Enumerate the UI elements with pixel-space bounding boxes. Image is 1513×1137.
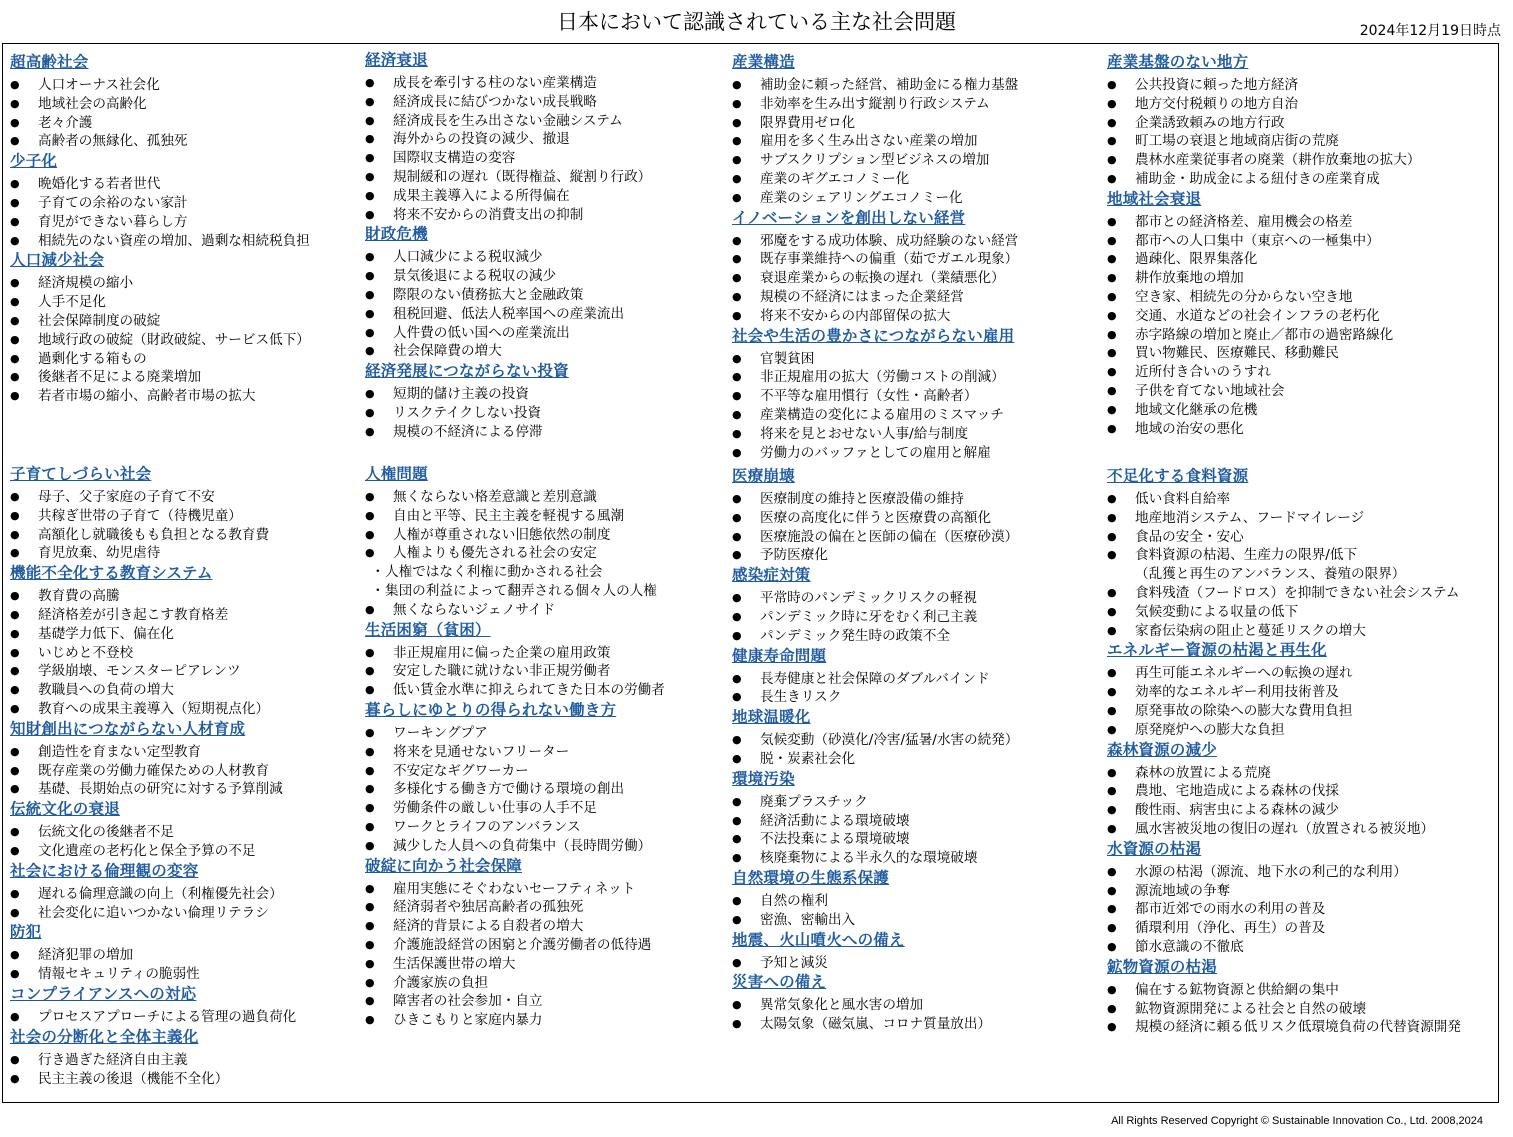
section-heading: 社会や生活の豊かさにつながらない雇用 (732, 326, 1015, 345)
list-item: ● 長生きリスク (732, 688, 1102, 707)
section-heading: 自然環境の生態系保護 (732, 868, 890, 887)
list-item: ● 農地、宅地造成による森林の伐採 (1107, 782, 1477, 801)
issue-block (1107, 466, 1477, 1037)
list-item: ● 労働力のバッファとしての雇用と解雇 (732, 444, 1102, 463)
list-item: ● 食品の安全・安心 (1107, 528, 1477, 547)
list-item: ● 民主主義の後退（機能不全化） (10, 1070, 380, 1089)
as-of-date: 2024年12月19日時点 (1359, 23, 1501, 39)
list-item: ● 基礎学力低下、偏在化 (10, 625, 380, 644)
issue-section (1107, 640, 1477, 739)
list-item: ● 医療施設の偏在と医師の偏在（医療砂漠） (732, 528, 1102, 547)
issue-list (365, 880, 735, 1030)
list-item: ● 原発事故の除染への膨大な費用負担 (1107, 702, 1477, 721)
list-item: ● 企業誘致頼みの地方行政 (1107, 114, 1477, 133)
list-item: ● パンデミック発生時の政策不全 (732, 627, 1102, 646)
section-heading: 少子化 (10, 152, 58, 171)
list-item: ● 酸性雨、病害虫による森林の減少 (1107, 801, 1477, 820)
list-item: ● 育児ができない暮らし方 (10, 213, 380, 232)
list-item: ● 人口減少による税収減少 (365, 248, 735, 267)
list-item: ● 規模の不経済にはまった企業経営 (732, 288, 1102, 307)
list-item: ● 規制緩和の遅れ（既得権益、縦割り行政） (365, 168, 735, 187)
list-item: ● 平常時のパンデミックリスクの軽視 (732, 589, 1102, 608)
section-heading: 子育てしづらい社会 (10, 465, 152, 483)
list-item: ● 無くならない格差意識と差別意識 (365, 488, 735, 507)
issue-list (732, 731, 1102, 769)
list-item: ● 情報セキュリティの脆弱性 (10, 965, 380, 984)
list-item: ● 都市との経済格差、雇用機会の格差 (1107, 213, 1477, 232)
issue-section (732, 868, 1102, 930)
list-item: ● 予知と減災 (732, 954, 1102, 973)
issue-section (732, 565, 1102, 645)
issue-section (365, 361, 735, 441)
issue-list (1107, 981, 1477, 1037)
list-item: ● 太陽気象（磁気嵐、コロナ質量放出） (732, 1015, 1102, 1034)
issue-list (10, 946, 380, 984)
list-item: ● 密漁、密輸出入 (732, 911, 1102, 930)
list-item: ● 既存産業の労働力確保ための人材教育 (10, 762, 380, 781)
list-item: ● 無くならないジェノサイド (365, 601, 735, 620)
issue-block (1107, 52, 1477, 438)
list-item: ● 過疎化、限界集落化 (1107, 250, 1477, 269)
issue-list (10, 823, 380, 861)
issue-section (10, 563, 380, 719)
list-item: ● 都市近郊での雨水の利用の普及 (1107, 900, 1477, 919)
list-item: ● 創造性を育まない定型教育 (10, 743, 380, 762)
issue-block (10, 464, 380, 1088)
issue-section (10, 719, 380, 799)
list-item: ● 教育費の高騰 (10, 587, 380, 606)
issue-section (10, 151, 380, 250)
issue-list (365, 74, 735, 224)
list-item: ● 際限のない債務拡大と金融政策 (365, 286, 735, 305)
list-item: ● 生活保護世帯の増大 (365, 955, 735, 974)
list-item: ● 地域の治安の悪化 (1107, 420, 1477, 439)
list-item: ● 労働条件の厳しい仕事の人手不足 (365, 799, 735, 818)
list-item: ● 低い賃金水準に抑えられてきた日本の労働者 (365, 681, 735, 700)
list-item: ● 障害者の社会参加・自立 (365, 992, 735, 1011)
issue-list (1107, 76, 1477, 189)
issue-list (10, 885, 380, 923)
issue-section (365, 700, 735, 856)
list-item: ● 気候変動による収量の低下 (1107, 603, 1477, 622)
list-item: ● 核廃棄物による半永久的な環境破壊 (732, 849, 1102, 868)
list-item: ● 人口オーナス社会化 (10, 76, 380, 95)
list-item: ● 減少した人員への負荷集中（長時間労働） (365, 837, 735, 856)
section-heading: 災害への備え (732, 973, 827, 992)
issue-list (732, 954, 1102, 973)
list-item: ● 将来を見とおせない人事/給与制度 (732, 425, 1102, 444)
section-heading: 不足化する食料資源 (1107, 467, 1249, 485)
issue-section (732, 466, 1102, 565)
issue-section (10, 861, 380, 923)
list-item: ● 社会保障費の増大 (365, 342, 735, 361)
list-item: ● 介護施設経営の困窮と介護労働者の低待遇 (365, 936, 735, 955)
section-heading: 感染症対策 (732, 566, 811, 585)
issue-section (1107, 957, 1477, 1037)
section-heading: 森林資源の減少 (1107, 740, 1217, 759)
issue-list (10, 488, 380, 563)
issue-list (365, 248, 735, 361)
list-item: ● 食料資源の枯渇、生産力の限界/低下 (1107, 546, 1477, 565)
list-item: ● 行き過ぎた経済自由主義 (10, 1051, 380, 1070)
issue-block (365, 464, 735, 1030)
list-item: ● 家畜伝染病の阻止と蔓延リスクの増大 (1107, 622, 1477, 641)
list-item: ● 子供を育てない地域社会 (1107, 382, 1477, 401)
list-item: ● 成果主義導入による所得偏在 (365, 187, 735, 206)
issue-list (365, 488, 735, 620)
list-item: ● 非効率を生み出す縦割り行政システム (732, 95, 1102, 114)
list-item: ● 循環利用（浄化、再生）の普及 (1107, 919, 1477, 938)
section-heading: 医療崩壊 (732, 467, 795, 485)
list-item: ● サブスクリプション型ビジネスの増加 (732, 151, 1102, 170)
list-item: ● ワーキングプア (365, 724, 735, 743)
section-heading: 産業構造 (732, 53, 795, 71)
issue-list (365, 644, 735, 700)
list-item: ● 産業のシェアリングエコノミー化 (732, 189, 1102, 208)
issue-list (365, 385, 735, 441)
section-heading: 鉱物資源の枯渇 (1107, 957, 1217, 976)
section-heading: 暮らしにゆとりの得られない働き方 (365, 700, 617, 719)
issue-list (732, 793, 1102, 868)
list-item: ● 高額化し就職後もも負担となる教育費 (10, 526, 380, 545)
list-item: ● リスクテイクしない投資 (365, 404, 735, 423)
list-item: ● 若者市場の縮小、高齢者市場の拡大 (10, 387, 380, 406)
list-item: ● 都市への人口集中（東京への一極集中） (1107, 232, 1477, 251)
list-item: ● 規模の経済に頼る低リスク低環境負荷の代替資源開発 (1107, 1018, 1477, 1037)
section-heading: 環境汚染 (732, 769, 795, 788)
list-item: ● 再生可能エネルギーへの転換の遅れ (1107, 664, 1477, 683)
issue-list (732, 76, 1102, 208)
list-item: ● 人件費の低い国への産業流出 (365, 324, 735, 343)
issue-block (732, 52, 1102, 462)
issue-section (732, 707, 1102, 769)
section-heading: 地域社会衰退 (1107, 189, 1202, 208)
issue-section (10, 922, 380, 984)
list-item: ● 成長を牽引する柱のない産業構造 (365, 74, 735, 93)
list-item: ● 将来不安からの消費支出の抑制 (365, 206, 735, 225)
list-item: ● 安定した職に就けない非正規労働者 (365, 662, 735, 681)
list-item: ● 水源の枯渇（源流、地下水の利己的な利用） (1107, 863, 1477, 882)
issue-list (732, 232, 1102, 326)
section-heading: 健康寿命問題 (732, 646, 827, 665)
list-item: ● 介護家族の負担 (365, 974, 735, 993)
issue-list (732, 892, 1102, 930)
list-item: ● 高齢者の無縁化、孤独死 (10, 132, 380, 151)
issue-list (732, 670, 1102, 708)
list-item: ● 共稼ぎ世帯の子育て（待機児童） (10, 507, 380, 526)
issue-section (1107, 740, 1477, 839)
list-item: ● 地方交付税頼りの地方自治 (1107, 95, 1477, 114)
issue-section (1107, 189, 1477, 439)
section-heading: 超高齢社会 (10, 53, 89, 71)
list-item: ● 教職員への負荷の増大 (10, 681, 380, 700)
list-item: ● 晩婚化する若者世代 (10, 175, 380, 194)
issue-section (732, 930, 1102, 973)
issue-list (10, 587, 380, 719)
list-item: ● 原発廃炉への膨大な負担 (1107, 721, 1477, 740)
list-item: ● 多様化する働き方で働ける環境の創出 (365, 780, 735, 799)
issue-section (732, 208, 1102, 326)
list-item: ● 効率的なエネルギー利用技術普及 (1107, 683, 1477, 702)
list-item: ● 過剰化する箱もの (10, 350, 380, 369)
section-heading: 人権問題 (365, 465, 428, 483)
list-item: ● 国際収支構造の変容 (365, 149, 735, 168)
list-item: ● 雇用を多く生み出さない産業の増加 (732, 132, 1102, 151)
list-item: ● 遅れる倫理意識の向上（利権優先社会） (10, 885, 380, 904)
list-item: ● 伝統文化の後継者不足 (10, 823, 380, 842)
issue-block (732, 466, 1102, 1034)
list-item: ● 子育ての余裕のない家計 (10, 194, 380, 213)
list-item: ● 経済規模の縮小 (10, 274, 380, 293)
issue-list (732, 350, 1102, 463)
issue-section (365, 50, 735, 224)
list-item: ● 経済的背景による自殺者の増大 (365, 917, 735, 936)
section-heading: 人口減少社会 (10, 251, 105, 270)
issue-section (365, 464, 735, 620)
list-item: ● 公共投資に頼った地方経済 (1107, 76, 1477, 95)
issue-section (10, 799, 380, 861)
section-heading: 社会における倫理観の変容 (10, 861, 199, 880)
list-item: ● 地域文化継承の危機 (1107, 401, 1477, 420)
issue-section (365, 620, 735, 700)
issue-block (365, 50, 735, 442)
list-item: ● 風水害被災地の復旧の遅れ（放置される被災地） (1107, 820, 1477, 839)
list-item: ● 経済格差が引き起こす教育格差 (10, 606, 380, 625)
list-item: ● 農林水産業従事者の廃業（耕作放棄地の拡大） (1107, 151, 1477, 170)
issue-list (732, 996, 1102, 1034)
section-heading: 生活困窮（貧困） (365, 620, 491, 639)
list-item: ● 老々介護 (10, 114, 380, 133)
list-item: ● 赤字路線の増加と廃止／都市の過密路線化 (1107, 326, 1477, 345)
list-item: ● ひきこもりと家庭内暴力 (365, 1011, 735, 1030)
list-item: ● 官製貧困 (732, 350, 1102, 369)
list-item: ● 基礎、長期始点の研究に対する予算削減 (10, 780, 380, 799)
issue-list (732, 589, 1102, 645)
section-heading: 社会の分断化と全体主義化 (10, 1027, 199, 1046)
list-item: ● 予防医療化 (732, 546, 1102, 565)
issue-list (10, 76, 380, 151)
list-item: ● 経済活動による環境破壊 (732, 812, 1102, 831)
issue-section (732, 972, 1102, 1034)
list-item: ● 将来を見通せないフリーター (365, 743, 735, 762)
section-heading: 経済衰退 (365, 51, 428, 69)
list-item: ● 節水意識の不徹底 (1107, 938, 1477, 957)
section-heading: 地球温暖化 (732, 708, 811, 727)
list-item: ● 社会保障制度の破綻 (10, 312, 380, 331)
issue-list (10, 743, 380, 799)
issue-list (10, 1051, 380, 1089)
list-item: ● 人権よりも優先される社会の安定 (365, 544, 735, 563)
list-item: ● 学級崩壊、モンスターピアレンツ (10, 662, 380, 681)
list-item: ● 鉱物資源開発による社会と自然の破壊 (1107, 1000, 1477, 1019)
copyright-footer: All Rights Reserved Copyright © Sustainable Innovation Co., Ltd. 2008,2024 (1111, 1115, 1483, 1127)
list-item: ● 偏在する鉱物資源と供給網の集中 (1107, 981, 1477, 1000)
list-item: ● 自然の権利 (732, 892, 1102, 911)
list-item: ● 経済弱者や独居高齢者の孤独死 (365, 898, 735, 917)
section-heading: コンプライアンスへの対応 (10, 984, 197, 1003)
list-item: ● 景気後退による税収の減少 (365, 267, 735, 286)
list-item: ● 雇用実態にそぐわないセーフティネット (365, 880, 735, 899)
issue-section (10, 52, 380, 151)
list-item: ● 邪魔をする成功体験、成功経験のない経営 (732, 232, 1102, 251)
list-item: （乱獲と再生のアンバランス、養殖の限界） (1135, 566, 1406, 583)
section-heading: 防犯 (10, 923, 42, 942)
list-item: ● 人手不足化 (10, 293, 380, 312)
list-item: ● 源流地域の争奪 (1107, 882, 1477, 901)
list-item: ● 規模の不経済による停滞 (365, 423, 735, 442)
section-heading: 財政危機 (365, 225, 428, 244)
section-heading: 伝統文化の衰退 (10, 800, 120, 819)
list-item: ● 不平等な雇用慣行（女性・高齢者） (732, 387, 1102, 406)
section-heading: エネルギー資源の枯渇と再生化 (1107, 641, 1327, 660)
section-heading: 産業基盤のない地方 (1107, 53, 1249, 71)
list-item: ● 経済成長を生み出さない金融システム (365, 112, 735, 131)
issue-list (10, 274, 380, 406)
issue-section (732, 326, 1102, 463)
list-item: ● 異常気象化と風水害の増加 (732, 996, 1102, 1015)
issue-list (1107, 764, 1477, 839)
list-item: ● 人権が尊重されない旧態依然の制度 (365, 526, 735, 545)
list-item: ● 医療制度の維持と医療設備の維持 (732, 490, 1102, 509)
issue-section (365, 856, 735, 1030)
list-item: ・ 人権ではなく利権に動かされる社会 (365, 563, 735, 582)
list-item: ● 町工場の衰退と地域商店街の荒廃 (1107, 132, 1477, 151)
list-item: ● 低い食料自給率 (1107, 490, 1477, 509)
list-item: ● 租税回避、低法人税率国への産業流出 (365, 305, 735, 324)
list-item: ● 自由と平等、民主主義を軽視する風潮 (365, 507, 735, 526)
list-item: ● 相続先のない資産の増加、過剰な相続税負担 (10, 232, 380, 251)
list-item: ● 廃棄プラスチック (732, 793, 1102, 812)
list-item: ● 非正規雇用の拡大（労働コストの削減） (732, 368, 1102, 387)
issue-section (732, 769, 1102, 868)
list-item: ● 教育への成果主義導入（短期視点化） (10, 700, 380, 719)
list-item: ● 買い物難民、医療難民、移動難民 (1107, 344, 1477, 363)
list-item: ● 地域社会の高齢化 (10, 95, 380, 114)
list-item: ● 地産地消システム、フードマイレージ (1107, 509, 1477, 528)
list-item: ● 海外からの投資の減少、撤退 (365, 130, 735, 149)
list-item: ● 後継者不足による廃業増加 (10, 368, 380, 387)
issue-list (1107, 664, 1477, 739)
issue-list (1107, 490, 1477, 640)
list-item: ● 気候変動（砂漠化/冷害/猛暑/水害の続発） (732, 731, 1102, 750)
list-item: ● 産業構造の変化による雇用のミスマッチ (732, 406, 1102, 425)
list-item: ● 既存事業維持への偏重（茹でガエル現象） (732, 250, 1102, 269)
list-item: ● 経済成長に結びつかない成長戦略 (365, 93, 735, 112)
section-heading: 知財創出につながらない人材育成 (10, 719, 246, 738)
list-item: ● 産業のギグエコノミー化 (732, 170, 1102, 189)
list-item: ● 脱・炭素社会化 (732, 750, 1102, 769)
list-item: ● 限界費用ゼロ化 (732, 114, 1102, 133)
list-item: ● 補助金に頼った経営、補助金にる権力基盤 (732, 76, 1102, 95)
issue-section (732, 52, 1102, 208)
section-heading: イノベーションを創出しない経営 (732, 208, 966, 227)
section-heading: 水資源の枯渇 (1107, 839, 1202, 858)
list-item: ● 地域行政の破綻（財政破綻、サービス低下） (10, 331, 380, 350)
list-item: ● 育児放棄、幼児虐待 (10, 544, 380, 563)
list-item: ● 衰退産業からの転換の遅れ（業績悪化） (732, 269, 1102, 288)
list-item: ● 補助金・助成金による紐付きの産業育成 (1107, 170, 1477, 189)
list-item: ・ 集団の利益によって翻弄される個々人の人権 (365, 582, 735, 601)
issue-list (1107, 213, 1477, 439)
issue-list (365, 724, 735, 856)
issue-section (365, 224, 735, 361)
issue-list (1107, 863, 1477, 957)
list-item: ● ワークとライフのアンバランス (365, 818, 735, 837)
list-item: ● 文化遺産の老朽化と保全予算の不足 (10, 842, 380, 861)
issue-list (732, 490, 1102, 565)
page-title: 日本において認識されている主な社会問題 (557, 10, 956, 34)
list-item: ● 不安定なギグワーカー (365, 762, 735, 781)
list-item: ● 母子、父子家庭の子育て不安 (10, 488, 380, 507)
issue-section (10, 250, 380, 406)
list-item: ● 近所付き合いのうすれ (1107, 363, 1477, 382)
list-item: ● 不法投棄による環境破壊 (732, 830, 1102, 849)
list-item: ● 短期的儲け主義の投資 (365, 385, 735, 404)
issue-section (1107, 466, 1477, 640)
issue-section (10, 464, 380, 563)
list-item: ● 医療の高度化に伴うと医療費の高額化 (732, 509, 1102, 528)
section-heading: 地震、火山噴火への備え (732, 930, 905, 949)
issue-section (732, 646, 1102, 708)
section-heading: 経済発展につながらない投資 (365, 362, 569, 381)
section-heading: 破綻に向かう社会保障 (365, 856, 523, 875)
list-item: ● いじめと不登校 (10, 644, 380, 663)
list-item: ● 食料残渣（フードロス）を抑制できない社会システム (1107, 584, 1477, 603)
issue-section (10, 984, 380, 1027)
list-item: ● 非正規雇用に偏った企業の雇用政策 (365, 644, 735, 663)
list-item: ● 交通、水道などの社会インフラの老朽化 (1107, 307, 1477, 326)
list-item: ● 空き家、相続先の分からない空き地 (1107, 288, 1477, 307)
list-item: ● 社会変化に追いつかない倫理リテラシ (10, 904, 380, 923)
list-item: ● 経済犯罪の増加 (10, 946, 380, 965)
issue-section (1107, 839, 1477, 957)
issue-list (10, 175, 380, 250)
list-item: ● プロセスアプローチによる管理の過負荷化 (10, 1008, 380, 1027)
list-item: ● 耕作放棄地の増加 (1107, 269, 1477, 288)
list-item: ● 森林の放置による荒廃 (1107, 764, 1477, 783)
list-item: ● パンデミック時に牙をむく利己主義 (732, 608, 1102, 627)
issue-section (10, 1027, 380, 1089)
issue-section (1107, 52, 1477, 189)
issue-list (10, 1008, 380, 1027)
section-heading: 機能不全化する教育システム (10, 564, 213, 583)
list-item: ● 長寿健康と社会保障のダブルバインド (732, 670, 1102, 689)
list-item: ● 将来不安からの内部留保の拡大 (732, 307, 1102, 326)
issue-block (10, 52, 380, 406)
